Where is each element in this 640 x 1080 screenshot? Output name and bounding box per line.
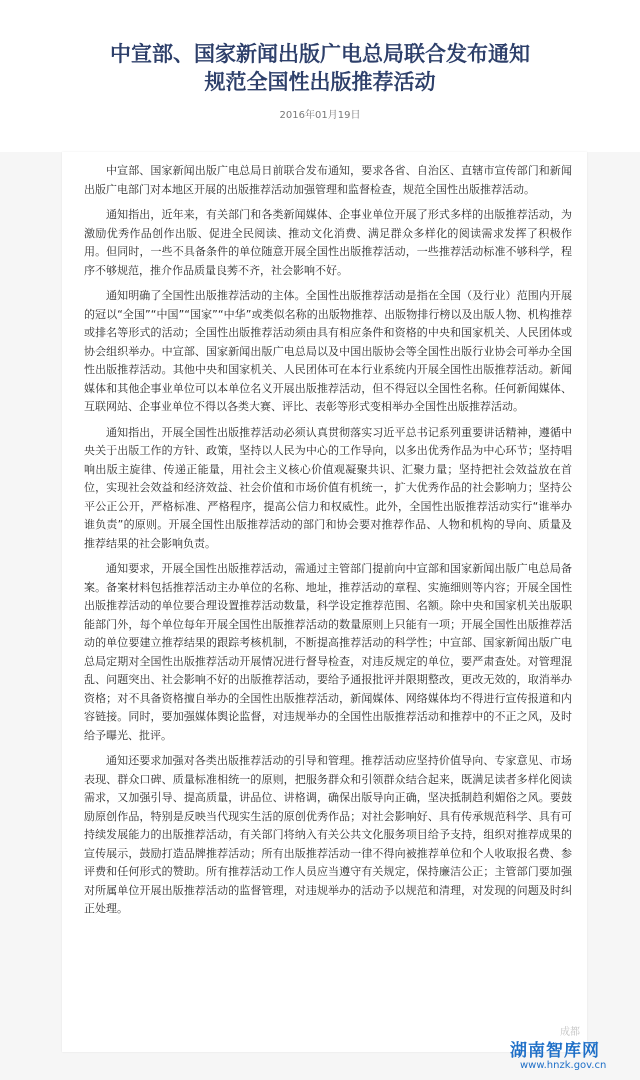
paragraph-3: 通知明确了全国性出版推荐活动的主体。全国性出版推荐活动是指在全国（及行业）范围内开展的冠以“全国”“中国”“国家”“中华”或类似名称的出版物推荐、出版物排行榜以及出版人物、机构推荐或排名等形式的活动；全国性出版推荐活动须由具有相应条件和资格的中央和国家机关、人民团体或协会组织举办。中宣部、国家新闻出版广电总局以及中国出版协会等全国性出版行业协会可举办全国性出版推荐活动。其他中央和国家机关、人民团体可在本行业系统内开展全国性出版推荐活动。新闻媒体和其他企事业单位可以本单位名义开展出版推荐活动，但不得冠以全国性名称。任何新闻媒体、互联网站、企事业单位不得以各类大赛、评比、表彰等形式变相举办全国性出版推荐活动。 <box>84 289 572 413</box>
paragraph-4: 通知指出，开展全国性出版推荐活动必须认真贯彻落实习近平总书记系列重要讲话精神，遵循中央关于出版工作的方针、政策，坚持以人民为中心的工作导向，以多出优秀作品为中心环节；坚持唱响出版主旋律、传递正能量，用社会主义核心价值观凝聚共识、汇聚力量；坚持把社会效益放在首位，实现社会效益和经济效益、社会价值和市场价值有机统一，扩大优秀作品的社会影响力；坚持公平公正公开，严格标准、严格程序，提高公信力和权威性。此外，全国性出版推荐活动实行“谁举办谁负责”的原则。开展全国性出版推荐活动的部门和协会要对推荐作品、人物和机构的导向、质量及推荐结果的社会影响负责。 <box>84 425 572 550</box>
paragraph-2: 通知指出，近年来，有关部门和各类新闻媒体、企事业单位开展了形式多样的出版推荐活动，为激励优秀作品创作出版、促进全民阅读、推动文化消费、满足群众多样化的阅读需求发挥了积极作用。但同时，一些不具备条件的单位随意开展全国性出版推荐活动，一些推荐活动标准不够科学，程序不够规范，推介作品质量良莠不齐，社会影响不好。 <box>84 208 572 277</box>
title-line-2: 规范全国性出版推荐活动 <box>204 69 436 94</box>
title-line-1: 中宣部、国家新闻出版广电总局联合发布通知 <box>110 41 530 66</box>
article-body-card <box>62 152 587 1052</box>
watermark-site-url: www.hnzk.gov.cn <box>520 1060 607 1071</box>
article-header <box>0 0 640 152</box>
paragraph-1: 中宣部、国家新闻出版广电总局日前联合发布通知，要求各省、自治区、直辖市宣传部门和新闻出版广电部门对本地区开展的出版推荐活动加强管理和监督检查，规范全国性出版推荐活动。 <box>84 164 572 196</box>
article-body <box>84 162 572 926</box>
publish-date: 2016年01月19日 <box>279 110 361 121</box>
watermark-site-logo: 湖南智库网 <box>510 1041 600 1061</box>
watermark-small-text: 成都 <box>560 1027 580 1038</box>
paragraph-5: 通知要求，开展全国性出版推荐活动，需通过主管部门提前向中宣部和国家新闻出版广电总局备案。备案材料包括推荐活动主办单位的名称、地址，推荐活动的章程、实施细则等内容；开展全国性出版推荐活动的单位要合理设置推荐活动数量，科学设定推荐范围、名额。除中央和国家机关出版职能部门外，每个单位每年开展全国性出版推荐活动的数量原则上只能有一项；开展全国性出版推荐活动的单位要建立推荐结果的跟踪考核机制，不断提高推荐活动的科学性；中宣部、国家新闻出版广电总局定期对全国性出版推荐活动开展情况进行督导检查，对违反规定的单位，要严肃查处。对管理混乱、问题突出、社会影响不好的出版推荐活动，要给予通报批评并限期整改，更改无效的，取消举办资格；对不具备资格擅自举办的全国性出版推荐活动，新闻媒体、网络媒体均不得进行宣传报道和内容链接。同时，要加强媒体舆论监督，对违规举办的全国性出版推荐活动和推荐中的不正之风，及时给予曝光、批评。 <box>84 562 572 742</box>
paragraph-6: 通知还要求加强对各类出版推荐活动的引导和管理。推荐活动应坚持价值导向、专家意见、市场表现、群众口碑、质量标准相统一的原则，把服务群众和引领群众结合起来，既满足读者多样化阅读需求，又加强引导、提高质量，讲品位、讲格调，确保出版导向正确，坚决抵制趋利媚俗之风。要鼓励原创作品，特别是反映当代现实生活的原创优秀作品；对社会影响好、具有传承规范科学、具有可持续发展能力的出版推荐活动，有关部门将纳入有关公共文化服务项目给予支持，组织对推荐成果的宣传展示，鼓励打造品牌推荐活动；所有出版推荐活动一律不得向被推荐单位和个人收取报名费、参评费和任何形式的赞助。所有推荐活动工作人员应当遵守有关规定，保持廉洁公正；主管部门要加强对所属单位开展出版推荐活动的监督管理，对违规举办的活动予以规范和清理，对发现的问题及时纠正处理。 <box>84 754 572 915</box>
article-title <box>0 40 640 96</box>
